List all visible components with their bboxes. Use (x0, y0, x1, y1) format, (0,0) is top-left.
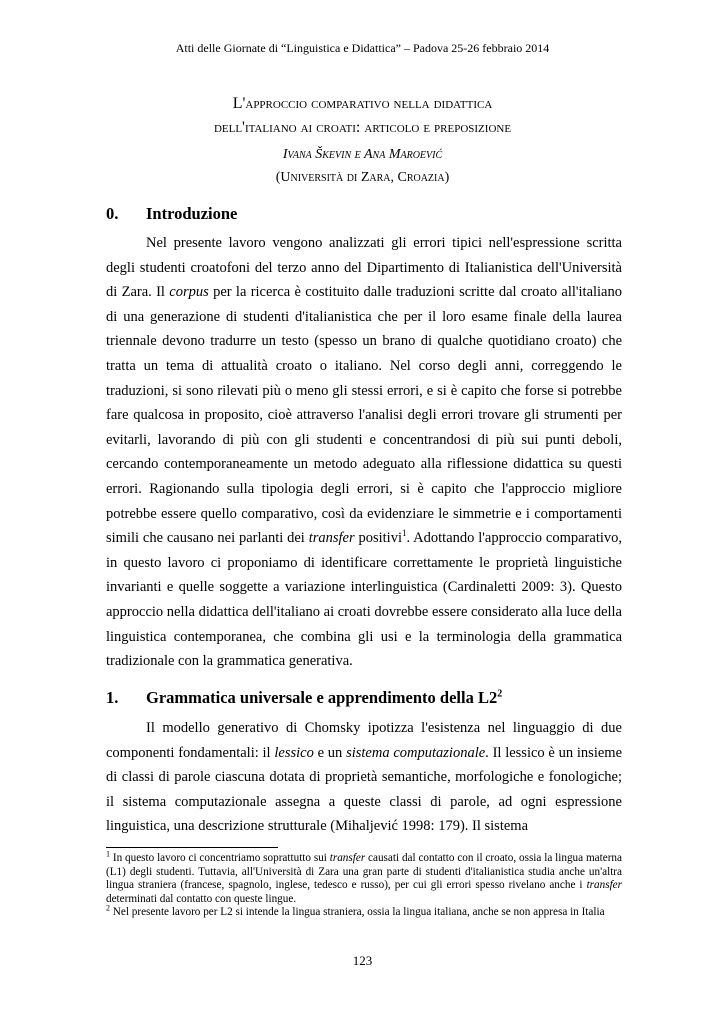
italic-term: sistema computazionale (346, 744, 486, 761)
section-0-title: Introduzione (146, 204, 238, 223)
affiliation: (Università di Zara, Croazia) (275, 170, 450, 185)
text-run: causati dal contatto con il croato, ossia la lingua materna (L1) degli studenti. Tuttavia, all'Università di Zara una gran parte di studenti d'italianistica studia anche un'altra lingua straniera (francese, spagnolo, inglese, tedesco e russo), per cui gli errori spesso rivelano anche i (106, 852, 622, 892)
footnote-divider (106, 847, 278, 848)
footnotes (106, 849, 622, 920)
italic-term: corpus (169, 284, 209, 301)
section-0-heading (106, 204, 237, 224)
footnote-1 (106, 849, 622, 906)
paper-title (0, 92, 725, 140)
italic-term: lessico (274, 744, 314, 761)
section-1-title: Grammatica universale e apprendimento della L2 (146, 688, 498, 707)
text-run: Il modello generativo di Chomsky ipotizza l'esistenza nel linguaggio di due componenti fondamentali: il (106, 720, 622, 761)
text-run: determinati dal contatto con queste lingue. (106, 892, 297, 905)
authors: Ivana Škevin e Ana Maroević (282, 147, 443, 162)
text-run: per la ricerca è costituito dalle traduzioni scritte dal croato all'italiano di una generazione di studenti d'italianistica che per il loro esame finale della laurea triennale devono tradurre un testo (spesso un brano di qualche quotidiano croato) che tratta un tema di attualità croato o italiano. Nel corso degli anni, correggendo le traduzioni, si sono rilevati più o meno gli stessi errori, e si è capito che forse si potrebbe fare qualcosa in proposito, cioè attraverso l'analisi degli errori trovare gli strumenti per evitarli, lavorando di più con gli studenti e concentrandosi di più sui punti deboli, cercando contemporaneamente un metodo adeguato alla riflessione didattica su questi errori. Ragionando sulla tipologia degli errori, si è capito che l'approccio migliore potrebbe essere quello comparativo, così da evidenziare le simmetrie e i comportamenti simili che causano nei parlanti dei (106, 284, 622, 547)
text-run: e un (313, 744, 347, 761)
section-1-number: 1. (106, 688, 119, 707)
running-head: Atti delle Giornate di “Linguistica e Didattica” – Padova 25-26 febbraio 2014 (175, 41, 550, 55)
footnote-ref-1[interactable]: 1 (402, 528, 407, 539)
italic-term: transfer (329, 852, 366, 864)
footnote-number: 1 (106, 849, 110, 859)
page-number: 123 (352, 953, 373, 968)
footnote-number: 2 (106, 903, 110, 913)
italic-term: transfer (308, 530, 355, 547)
section-1-heading (106, 688, 502, 708)
text-run: Nel presente lavoro vengono analizzati gli errori tipici nell'espressione scritta degli studenti croatofoni del terzo anno del Dipartimento di Italianistica dell'Università di Zara. Il (106, 235, 622, 301)
section-0-number: 0. (106, 204, 119, 223)
title-line-2: dell'italiano ai croati: articolo e preposizione (213, 119, 512, 136)
text-run: In questo lavoro ci concentriamo soprattutto sui (110, 852, 330, 864)
text-run: positivi (354, 530, 402, 547)
italic-term: transfer (586, 879, 622, 892)
footnote-ref-2[interactable]: 2 (497, 688, 503, 700)
text-run: Nel presente lavoro per L2 si intende la lingua straniera, ossia la lingua italiana, anche se non appresa in Italia (110, 906, 605, 919)
text-run: . Il lessico è un insieme di classi di parole ciascuna dotata di proprietà semantiche, morfologiche e fonologiche; il sistema computazionale assegna a queste classi di parole, ad ogni espressione linguistica, una descrizione strutturale (Mihaljević 1998: 179). Il sistema (106, 744, 623, 835)
section-0-paragraph (106, 231, 622, 674)
text-run: . Adottando l'approccio comparativo, in questo lavoro ci proponiamo di identificare correttamente le proprietà linguistiche invarianti e quelle soggette a variazione interlinguistica (Cardinaletti 2009: 3). Questo approccio nella didattica dell'italiano ai croati dovrebbe essere considerato alla luce della linguistica contemporanea, che combina gli usi e la terminologia della grammatica tradizionale con la grammatica generativa. (106, 530, 623, 670)
section-1-paragraph (106, 716, 622, 839)
title-line-1: L'approccio comparativo nella didattica (232, 95, 493, 112)
footnote-2 (106, 903, 622, 920)
